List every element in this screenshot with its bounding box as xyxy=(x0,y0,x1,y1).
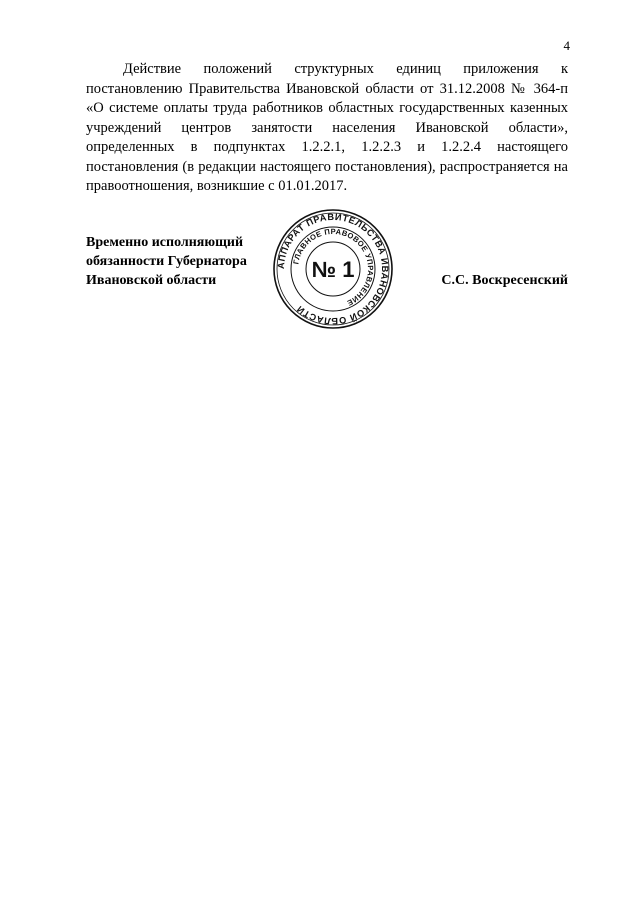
seal-center-number: № 1 xyxy=(311,257,355,282)
signatory-title-line-2: обязанности Губернатора xyxy=(86,254,247,269)
signatory-title xyxy=(86,233,247,290)
seal-inner-text: ГЛАВНОЕ ПРАВОВОЕ УПРАВЛЕНИЕ xyxy=(291,226,376,308)
page-number: 4 xyxy=(563,38,570,53)
signatory-title-line-1: Временно исполняющий xyxy=(86,235,244,250)
signatory-name: С.С. Воскресенский xyxy=(441,273,568,288)
body-paragraph: Действие положений структурных единиц приложения к постановлению Правительства Ивановской области от 31.12.2008 № 364-п «О системе оплаты труда работников областных государственных казенных учреждений центров занятости населения Ивановской области», определенных в подпунктах 1.2.2.1, 1.2.2.3 и 1.2.2.4 настоящего постановления (в редакции настоящего постановления), распространяется на правоотношения, возникшие с 01.01.2017. xyxy=(86,61,568,194)
signatory-title-line-3: Ивановской области xyxy=(86,273,217,288)
seal-outer-text: АППАРАТ ПРАВИТЕЛЬСТВА ИВАНОВСКОЙ ОБЛАСТИ xyxy=(275,211,391,327)
official-seal xyxy=(272,208,394,330)
